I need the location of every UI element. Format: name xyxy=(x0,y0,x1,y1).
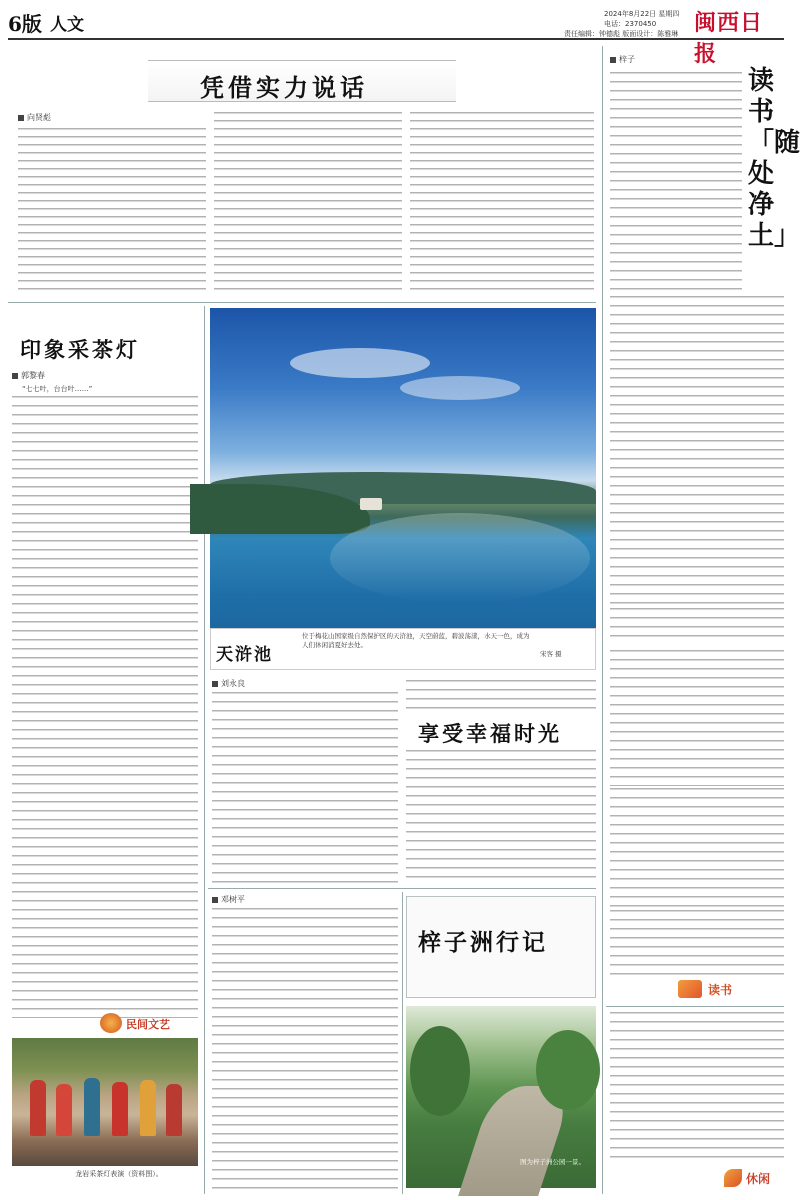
divider xyxy=(208,888,596,889)
book-icon xyxy=(678,980,702,998)
folk-art-tag-label: 民间文艺 xyxy=(126,1018,170,1031)
article-4-col-2 xyxy=(610,1012,784,1162)
byline-mark xyxy=(12,373,18,379)
article-4-title: 梓子洲行记 xyxy=(418,929,548,956)
tea-lantern-photo xyxy=(12,1038,198,1166)
article-4-col-1 xyxy=(212,908,398,1190)
article-1-col-1 xyxy=(18,128,206,296)
feature-photo-title: 天浒池 xyxy=(216,645,273,665)
side-column-author: 梓子 xyxy=(610,54,635,65)
divider xyxy=(606,1006,784,1007)
divider xyxy=(602,46,603,1194)
folk-art-tag xyxy=(100,1010,198,1036)
article-3-title: 享受幸福时光 xyxy=(418,721,562,746)
article-2-title: 印象采茶灯 xyxy=(20,337,140,362)
zizizhou-photo-caption: 图为梓子洲公园一景。 xyxy=(520,1158,585,1166)
leisure-tag-label: 休闲 xyxy=(746,1172,771,1186)
section-title: 人文 xyxy=(50,15,84,35)
article-3-col-3 xyxy=(406,750,596,884)
article-1-author: 向贤彪 xyxy=(18,112,51,123)
performer xyxy=(56,1084,72,1136)
performer xyxy=(166,1084,182,1136)
tree xyxy=(410,1026,470,1116)
side-column-text-5 xyxy=(610,788,784,908)
newspaper-logo: 闽西日报 xyxy=(694,10,764,67)
folk-art-icon xyxy=(100,1013,122,1033)
performer xyxy=(112,1082,128,1136)
leisure-tag xyxy=(724,1166,784,1190)
article-1 xyxy=(8,46,596,300)
article-2-author: 郭黎春 xyxy=(12,370,45,381)
tea-lantern-photo-caption: 龙岩采茶灯表演（资料图）。 xyxy=(75,1170,163,1178)
byline-mark xyxy=(212,897,218,903)
feature-photo-caption: 位于梅花山国家级自然保护区的天浒池，天空蔚蓝，碧波荡漾，水天一色，成为人们休闲消夏好去处。 xyxy=(302,632,530,649)
pavilion xyxy=(360,498,382,510)
side-column-text-1 xyxy=(610,72,742,292)
divider xyxy=(402,892,403,1194)
side-column-text-4 xyxy=(610,650,784,786)
side-column-text-3 xyxy=(610,608,784,644)
byline-mark xyxy=(212,681,218,687)
page-number: 6版 xyxy=(8,12,42,36)
article-2-text xyxy=(12,396,198,1018)
tree xyxy=(536,1030,600,1110)
divider xyxy=(204,306,205,1194)
cloud xyxy=(400,376,520,400)
performer xyxy=(140,1080,156,1136)
reading-tag xyxy=(676,976,756,1002)
phone-line: 电话：2370450 xyxy=(604,20,657,28)
article-4-author: 邓树平 xyxy=(212,894,245,905)
feature-photo-credit: 宋客 摄 xyxy=(540,650,562,658)
article-1-title: 凭借实力说话 xyxy=(200,73,368,102)
article-1-col-3 xyxy=(410,112,594,296)
cloud xyxy=(290,348,430,378)
leaf-icon xyxy=(724,1169,742,1187)
performer xyxy=(30,1080,46,1136)
lake-reflection xyxy=(330,513,590,603)
date-line: 2024年8月22日 星期四 xyxy=(604,10,680,18)
side-column-title: 读书「随处净土」 xyxy=(748,66,800,251)
side-column-text-6 xyxy=(610,910,784,980)
byline-mark xyxy=(18,115,24,121)
article-2-opening: “七七叶，台台叶……” xyxy=(22,385,93,393)
divider xyxy=(8,302,596,303)
tianhu-lake-photo xyxy=(210,308,596,668)
side-column-text-2 xyxy=(610,296,784,606)
byline-mark xyxy=(610,57,616,63)
article-1-col-2 xyxy=(214,112,402,296)
editor-line: 责任编辑：钟德彪 版面设计：陈雅琳 xyxy=(564,30,679,38)
article-3-col-1 xyxy=(212,692,398,884)
article-3-author: 刘永良 xyxy=(212,678,245,689)
performer xyxy=(84,1078,100,1136)
article-3-col-2 xyxy=(406,680,596,710)
reading-tag-label: 读书 xyxy=(708,983,733,997)
